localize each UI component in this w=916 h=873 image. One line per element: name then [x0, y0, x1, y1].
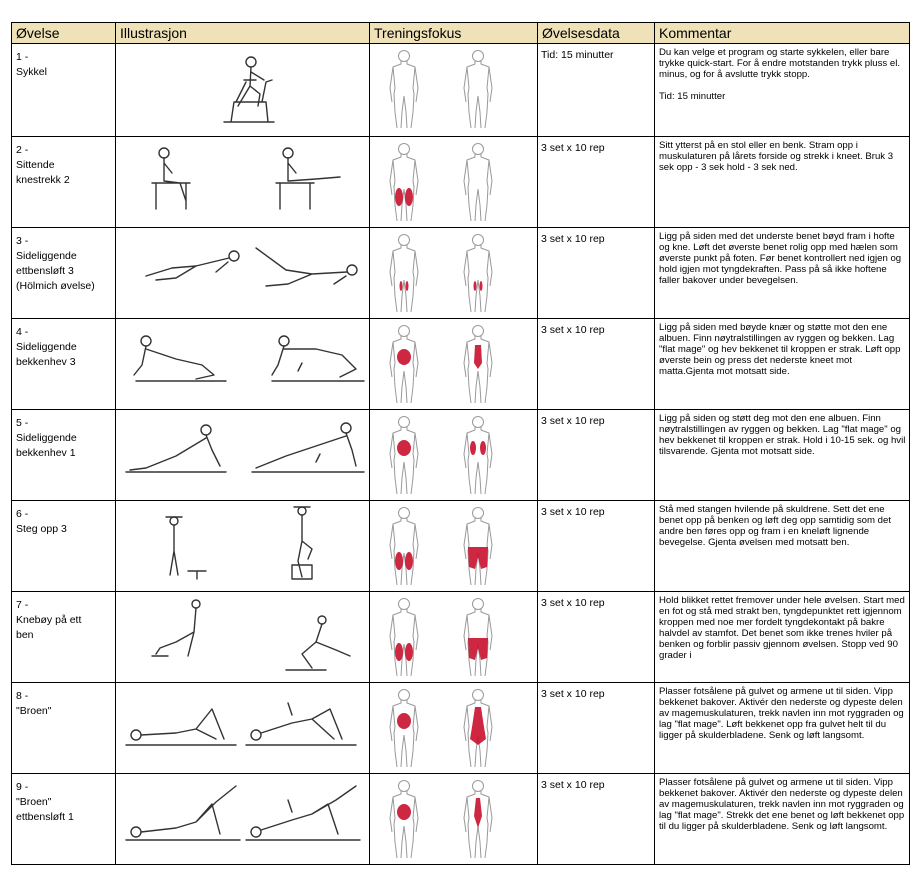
- exercise-row: [12, 501, 910, 592]
- exercise-comment: [655, 501, 910, 592]
- stationary-bike-illustration: [116, 44, 370, 132]
- exercise-name-line: Sideliggende: [16, 341, 77, 353]
- exercise-name-line: 5 -: [16, 417, 29, 429]
- exercise-data: 3 set x 10 rep: [538, 228, 655, 319]
- body-diagram: [370, 137, 538, 225]
- exercise-row: [12, 319, 910, 410]
- back-body-figure: [464, 599, 492, 677]
- training-focus: [370, 319, 538, 410]
- single-leg-squat-illustration: [116, 592, 370, 680]
- front-body-figure: [390, 51, 418, 129]
- exercise-name-line: 9 -: [16, 781, 29, 793]
- exercise-name-line: 3 -: [16, 235, 29, 247]
- exercise-illustration: [116, 592, 370, 683]
- exercise-data: 3 set x 10 rep: [538, 319, 655, 410]
- comment-text: Sitt ytterst på en stol eller en benk. Stram opp i muskulaturen på lårets forside og strekk i kneet. Bruk 3 sek opp - 3 sek hold - 3 sek ned.: [659, 140, 894, 173]
- exercise-row: [12, 228, 910, 319]
- exercise-name: [12, 319, 116, 410]
- exercise-name: [12, 410, 116, 501]
- exercise-name-line: ettbensløft 1: [16, 811, 74, 823]
- comment-text: Ligg på siden med det underste benet bøyd fram i hofte og kne. Løft det øverste benet rolig opp med hælen som øverste punkt på foten. Før benet kontrollert ned igjen og hold igjen mot tyngdekraften. Pass på så ikke hoftene faller bakover under bevegelsen.: [659, 231, 902, 286]
- body-diagram: [370, 501, 538, 589]
- header-training-focus: Treningsfokus: [370, 23, 538, 44]
- exercise-comment: [655, 137, 910, 228]
- comment-text: Ligg på siden med bøyde knær og støtte mot den ene albuen. Finn nøytralstillingen av ryggen og bekken. Lag "flat mage" og hev bekkenet til kroppen er strak. Løft opp øverste bein og press det nederste kneet mot matta.Gjenta mot motsatt side.: [659, 322, 901, 377]
- exercise-name: [12, 774, 116, 865]
- exercise-name-line: bekkenhev 1: [16, 447, 76, 459]
- exercise-illustration: [116, 44, 370, 137]
- seated-knee-extension-illustration: [116, 137, 370, 225]
- comment-text: Du kan velge et program og starte sykkelen, eller bare trykke quick-start. For å endre motstanden trykk pluss el. minus, og for å avslutte trykk stopp.: [659, 47, 901, 80]
- exercise-name-line: ettbensløft 3: [16, 265, 74, 277]
- exercise-comment: [655, 592, 910, 683]
- exercise-name-line: bekkenhev 3: [16, 356, 76, 368]
- exercise-illustration: [116, 683, 370, 774]
- header-row: [12, 23, 910, 44]
- front-body-figure: [390, 508, 418, 586]
- comment-text: Plasser fotsålene på gulvet og armene ut til siden. Vipp bekkenet bakover. Aktivér den nederste og dypeste delen av magemuskulaturen, trekk navlen inn mot ryggraden og lag "flat mage". Løft bekkenet opp fra gulvet helt til du ligger på skulderbladene. Senk og løft langsomt.: [659, 686, 904, 741]
- exercise-data: 3 set x 10 rep: [538, 774, 655, 865]
- exercise-comment: [655, 44, 910, 137]
- exercise-data: 3 set x 10 rep: [538, 683, 655, 774]
- back-body-figure: [464, 508, 492, 586]
- header-illustration: Illustrasjon: [116, 23, 370, 44]
- exercise-data: 3 set x 10 rep: [538, 410, 655, 501]
- back-body-figure: [464, 326, 492, 404]
- single-leg-bridge-illustration: [116, 774, 370, 862]
- body-diagram: [370, 228, 538, 316]
- exercise-name: [12, 683, 116, 774]
- exercise-data: Tid: 15 minutter: [538, 44, 655, 137]
- exercise-row: [12, 683, 910, 774]
- exercise-name-line: Steg opp 3: [16, 523, 67, 535]
- exercise-illustration: [116, 410, 370, 501]
- back-body-figure: [464, 781, 492, 859]
- body-diagram: [370, 410, 538, 498]
- front-body-figure: [390, 690, 418, 768]
- exercise-illustration: [116, 319, 370, 410]
- exercise-name-line: 1 -: [16, 51, 29, 63]
- exercise-illustration: [116, 774, 370, 865]
- body-diagram: [370, 592, 538, 680]
- header-exercise-data: Øvelsesdata: [538, 23, 655, 44]
- exercise-name-line: 4 -: [16, 326, 29, 338]
- comment-text: Stå med stangen hvilende på skuldrene. Sett det ene benet opp på benken og løft deg opp samtidig som det andre ben føres opp og fram i en kneløft lignende bevegelse. Gjenta øvelsen med motsatt ben.: [659, 504, 892, 548]
- exercise-row: [12, 410, 910, 501]
- front-body-figure: [390, 781, 418, 859]
- body-diagram: [370, 319, 538, 407]
- comment-extra: Tid: 15 minutter: [659, 91, 726, 102]
- back-body-figure: [464, 235, 492, 313]
- front-body-figure: [390, 326, 418, 404]
- exercise-name: [12, 137, 116, 228]
- exercise-illustration: [116, 501, 370, 592]
- header-exercise: Øvelse: [12, 23, 116, 44]
- exercise-comment: [655, 410, 910, 501]
- exercise-name: [12, 228, 116, 319]
- exercise-name-line: 6 -: [16, 508, 29, 520]
- exercise-name-line: "Broen": [16, 796, 52, 808]
- body-diagram: [370, 774, 538, 862]
- training-focus: [370, 137, 538, 228]
- training-focus: [370, 592, 538, 683]
- step-up-bar-illustration: [116, 501, 370, 589]
- training-focus: [370, 228, 538, 319]
- training-focus: [370, 683, 538, 774]
- exercise-comment: [655, 683, 910, 774]
- exercise-name-line: (Hölmich øvelse): [16, 280, 95, 292]
- exercise-row: [12, 774, 910, 865]
- exercise-name: [12, 592, 116, 683]
- exercise-row: [12, 137, 910, 228]
- exercise-illustration: [116, 228, 370, 319]
- exercise-row: [12, 592, 910, 683]
- comment-text: Plasser fotsålene på gulvet og armene ut til siden. Vipp bekkenet bakover. Aktivér den nederste og dypeste delen av magemuskulaturen, trekk navlen inn mot ryggraden og lag "flat mage". Strekk det ene benet og løft bekkenet opp til du ligger på skulderbladene. Senk og løft langsomt.: [659, 777, 905, 832]
- exercise-comment: [655, 228, 910, 319]
- front-body-figure: [390, 417, 418, 495]
- exercise-name-line: Sittende: [16, 159, 55, 171]
- body-diagram: [370, 44, 538, 132]
- comment-text: Ligg på siden og støtt deg mot den ene albuen. Finn nøytralstillingen av ryggen og bekken. Lag "flat mage" og hev bekkenet til kroppen er strak. Hold i 10-15 sek. og hvil tilsvarende. Gjenta mot motsatt side.: [659, 413, 906, 457]
- exercise-name-line: 2 -: [16, 144, 29, 156]
- back-body-figure: [464, 144, 492, 222]
- training-focus: [370, 501, 538, 592]
- exercise-name-line: Sideliggende: [16, 432, 77, 444]
- exercise-comment: [655, 774, 910, 865]
- exercise-name: [12, 501, 116, 592]
- exercise-name-line: Sideliggende: [16, 250, 77, 262]
- exercise-name-line: Knebøy på ett: [16, 614, 82, 626]
- side-lying-leg-raise-illustration: [116, 228, 370, 316]
- exercise-table: [11, 22, 910, 865]
- body-diagram: [370, 683, 538, 771]
- exercise-name-line: ben: [16, 629, 34, 641]
- side-plank-knees-illustration: [116, 319, 370, 407]
- back-body-figure: [464, 51, 492, 129]
- front-body-figure: [390, 235, 418, 313]
- back-body-figure: [464, 417, 492, 495]
- exercise-data: 3 set x 10 rep: [538, 137, 655, 228]
- front-body-figure: [390, 599, 418, 677]
- back-body-figure: [464, 690, 492, 768]
- exercise-row: [12, 44, 910, 137]
- exercise-data: 3 set x 10 rep: [538, 501, 655, 592]
- exercise-name: [12, 44, 116, 137]
- side-plank-feet-illustration: [116, 410, 370, 498]
- training-focus: [370, 410, 538, 501]
- exercise-name-line: knestrekk 2: [16, 174, 70, 186]
- header-comment: Kommentar: [655, 23, 910, 44]
- training-focus: [370, 774, 538, 865]
- bridge-illustration: [116, 683, 370, 771]
- exercise-name-line: Sykkel: [16, 66, 47, 78]
- exercise-data: 3 set x 10 rep: [538, 592, 655, 683]
- exercise-illustration: [116, 137, 370, 228]
- exercise-comment: [655, 319, 910, 410]
- front-body-figure: [390, 144, 418, 222]
- training-focus: [370, 44, 538, 137]
- comment-text: Hold blikket rettet fremover under hele øvelsen. Start med en fot og stå med strakt ben, tyngdepunktet rett igjennom kroppen med noe mer fordelt tyngdekontakt på bakre halvdel av stamfot. Det benet som ikke trenes hviler på benken og forblir passiv gjennom øvelsen. Stopp ved 90 grader i: [659, 595, 905, 661]
- exercise-name-line: 8 -: [16, 690, 29, 702]
- exercise-name-line: 7 -: [16, 599, 29, 611]
- exercise-name-line: "Broen": [16, 705, 52, 717]
